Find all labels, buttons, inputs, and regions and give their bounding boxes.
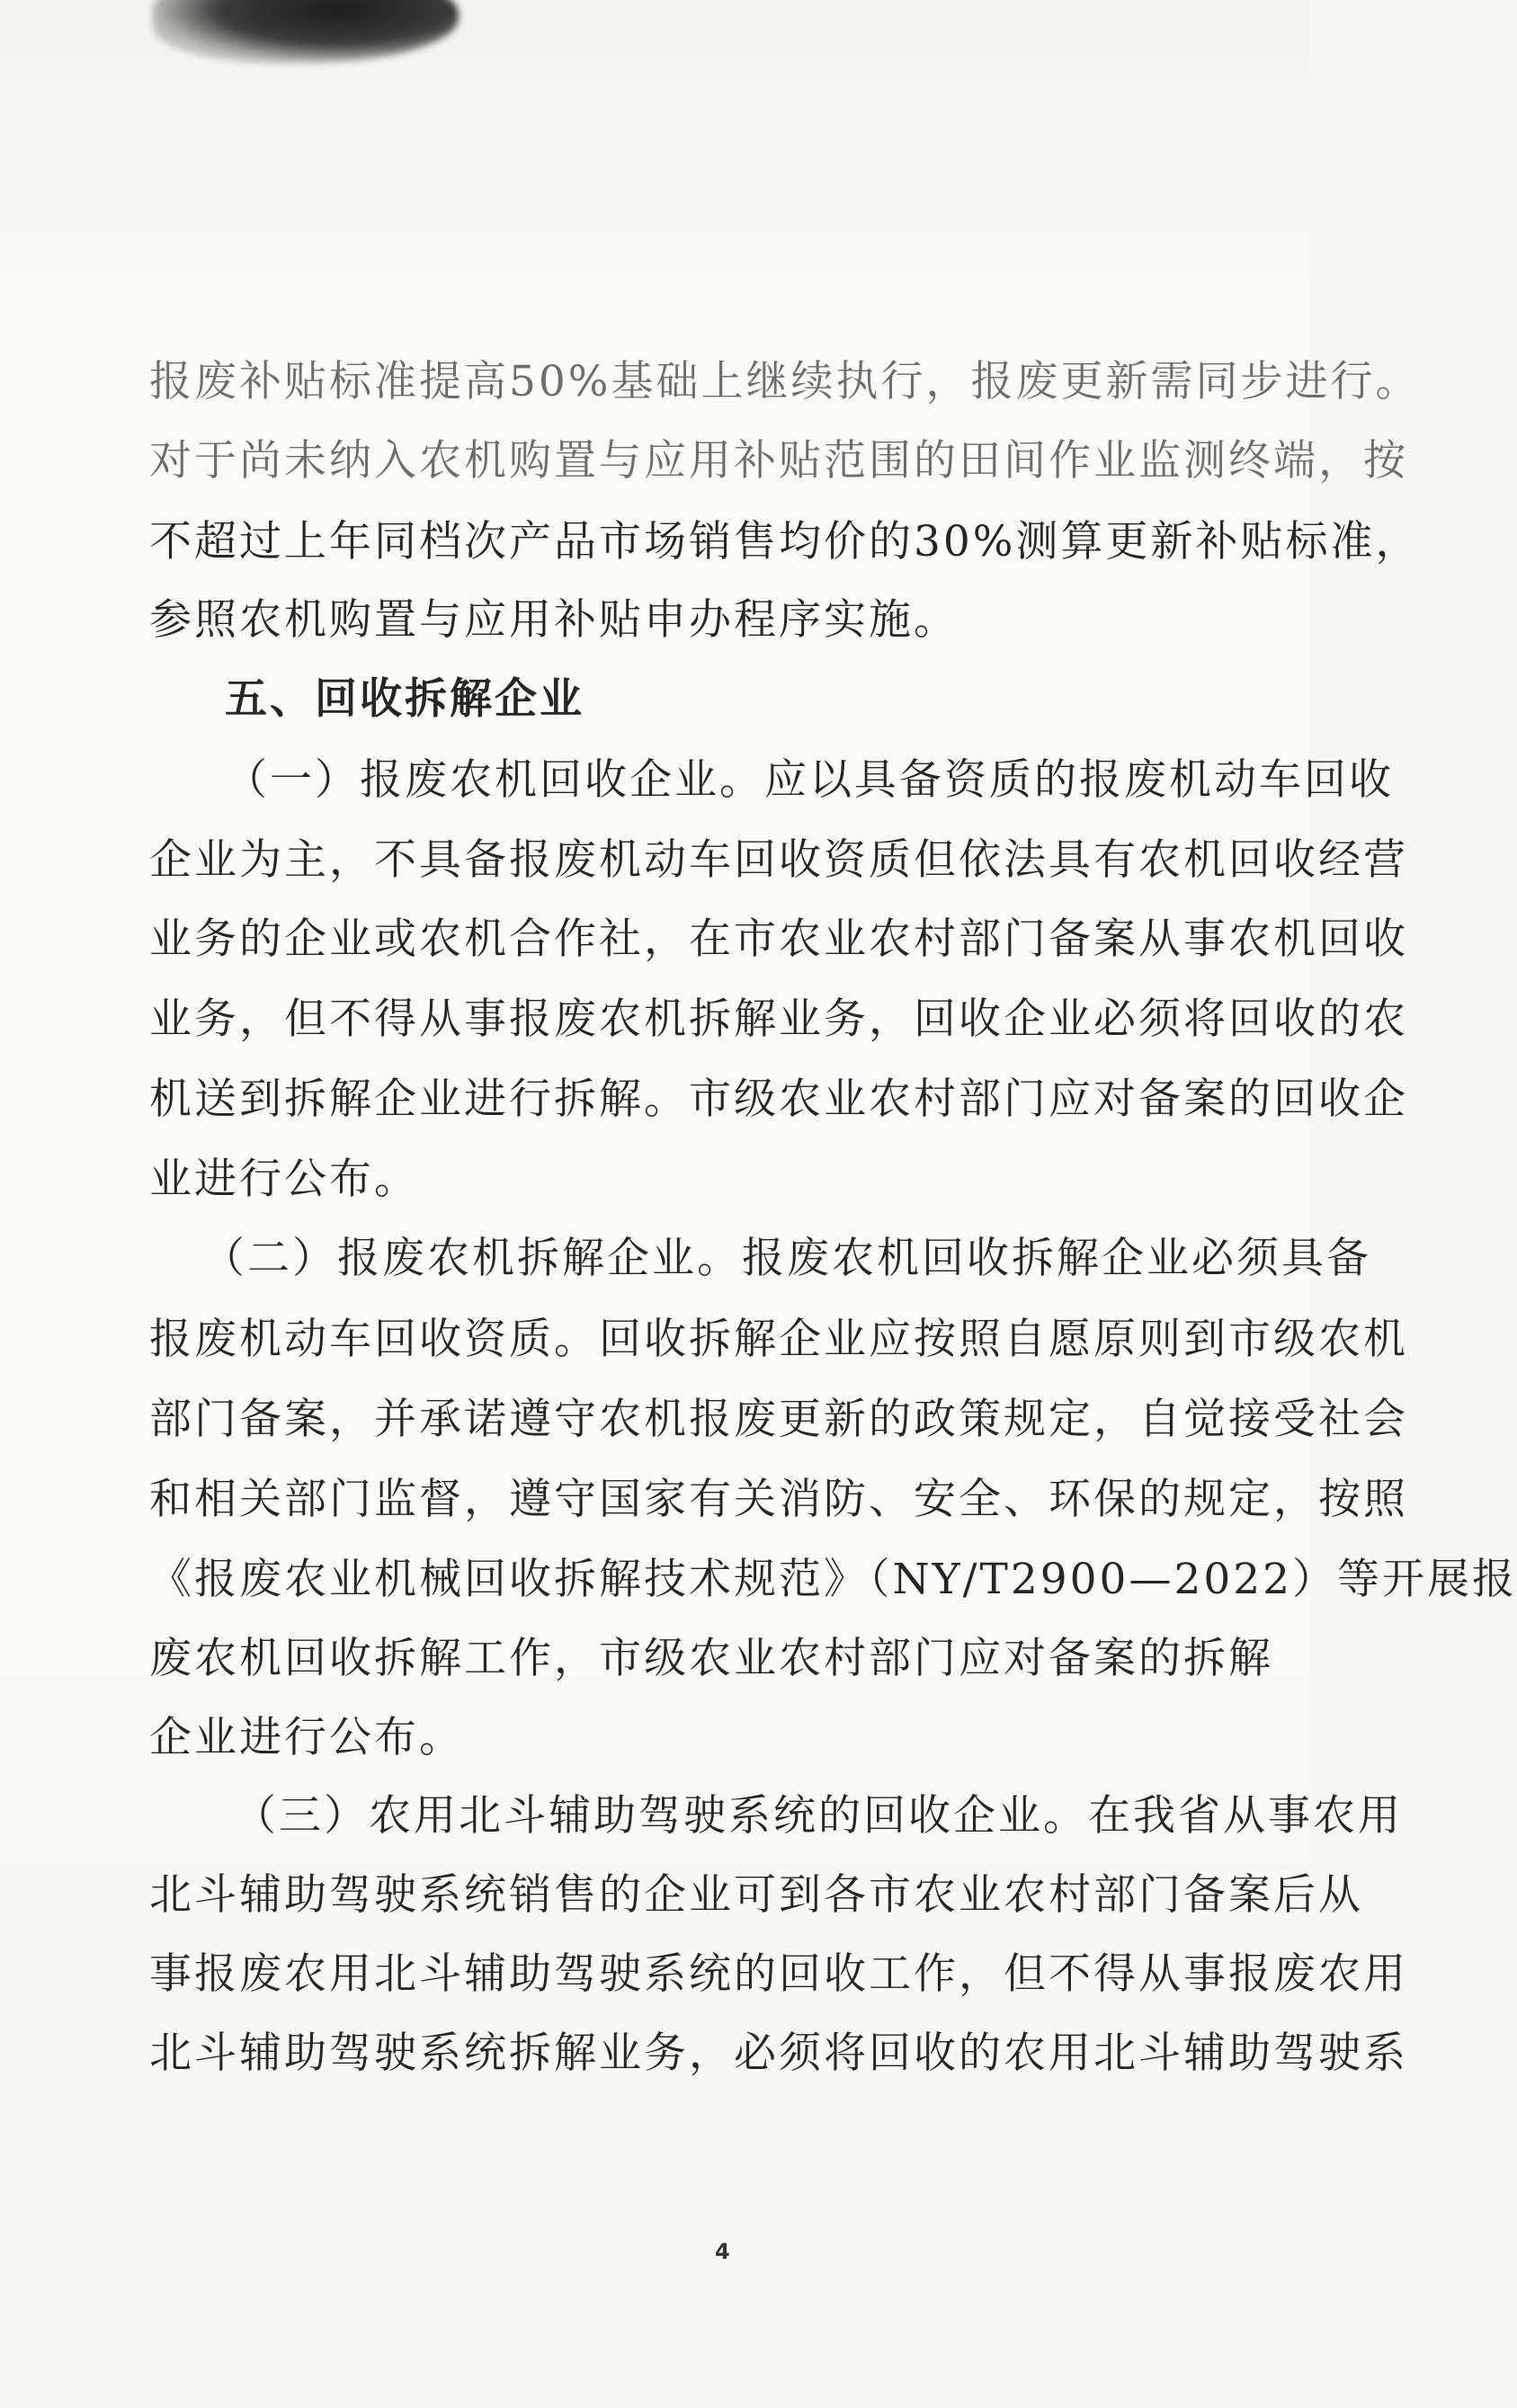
para2-line-3: 部门备案，并承诺遵守农机报废更新的政策规定，自觉接受社会 — [149, 1395, 1408, 1444]
scan-shadow — [153, 0, 459, 63]
para2-line-5: 《报废农业机械回收拆解技术规范》（NY/T2900—2022）等开展报 — [149, 1555, 1517, 1604]
para2-line-2: 报废机动车回收资质。回收拆解企业应按照自愿原则到市级农机 — [149, 1315, 1408, 1364]
intro-line-1: 报废补贴标准提高50%基础上继续执行，报废更新需同步进行。 — [149, 357, 1421, 406]
intro-line-4: 参照农机购置与应用补贴申办程序实施。 — [149, 595, 959, 645]
page-number: 4 — [715, 2239, 730, 2264]
para2-line-4: 和相关部门监督，遵守国家有关消防、安全、环保的规定，按照 — [149, 1475, 1408, 1524]
intro-line-3: 不超过上年同档次产品市场销售均价的30%测算更新补贴标准， — [149, 517, 1421, 566]
para2-line-6: 废农机回收拆解工作，市级农业农村部门应对备案的拆解 — [149, 1634, 1273, 1683]
para1-line-3: 业务的企业或农机合作社，在市农业农村部门备案从事农机回收 — [149, 914, 1408, 964]
para1-line-5: 机送到拆解企业进行拆解。市级农业农村部门应对备案的回收企 — [149, 1075, 1408, 1124]
para1-line-1: （一）报废农机回收企业。应以具备资质的报废机动车回收 — [225, 755, 1394, 805]
para2-line-1: （二）报废农机拆解企业。报废农机回收拆解企业必须具备 — [202, 1234, 1371, 1283]
intro-line-2: 对于尚未纳入农机购置与应用补贴范围的田间作业监测终端，按 — [149, 436, 1408, 486]
para3-line-3: 事报废农用北斗辅助驾驶系统的回收工作，但不得从事报废农用 — [149, 1949, 1408, 1999]
para1-line-4: 业务，但不得从事报废农机拆解业务，回收企业必须将回收的农 — [149, 994, 1408, 1044]
para1-line-2: 企业为主，不具备报废机动车回收资质但依法具有农机回收经营 — [149, 835, 1408, 885]
section-heading: 五、回收拆解企业 — [225, 674, 584, 724]
para2-line-7: 企业进行公布。 — [149, 1713, 464, 1762]
para3-line-2: 北斗辅助驾驶系统销售的企业可到各市农业农村部门备案后从 — [149, 1870, 1363, 1920]
para3-line-1: （三）农用北斗辅助驾驶系统的回收企业。在我省从事农用 — [234, 1791, 1403, 1841]
para3-line-4: 北斗辅助驾驶系统拆解业务，必须将回收的农用北斗辅助驾驶系 — [149, 2029, 1408, 2078]
para1-line-6: 业进行公布。 — [149, 1155, 419, 1204]
